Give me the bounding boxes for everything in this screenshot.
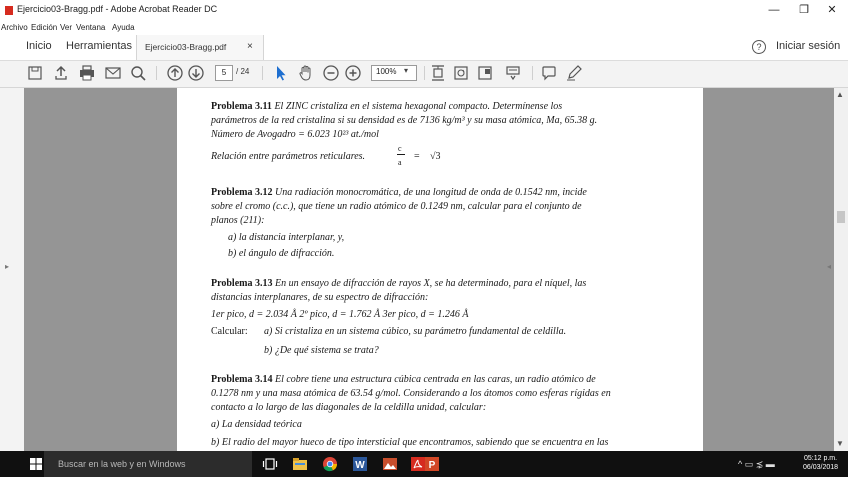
problem-3-12-line-3 — [211, 215, 264, 226]
help-icon[interactable]: ? — [752, 40, 766, 54]
menu-ventana[interactable]: Ventana — [76, 23, 106, 32]
clock-time[interactable]: 05:12 p.m. — [804, 455, 838, 462]
left-panel — [0, 88, 25, 451]
relation-label: Relación entre parámetros reticulares. — [211, 151, 366, 162]
pen-icon[interactable] — [565, 64, 583, 82]
photos-icon[interactable] — [382, 456, 398, 472]
word-icon[interactable] — [352, 456, 368, 472]
problem-3-11-relation — [211, 151, 365, 162]
svg-text:P: P — [428, 460, 436, 471]
chrome-icon[interactable] — [322, 456, 338, 472]
problem-3-12-line-2 — [211, 201, 582, 212]
page-number-input[interactable]: 5 — [215, 65, 233, 81]
vertical-scrollbar[interactable] — [834, 88, 848, 451]
expand-right-panel-icon[interactable]: ◂ — [827, 262, 832, 271]
signin-link[interactable]: Iniciar sesión — [776, 40, 841, 52]
window-title: Ejercicio03-Bragg.pdf - Adobe Acrobat Reader DC — [17, 4, 218, 14]
equals-sign: = — [414, 151, 420, 162]
rotate-icon[interactable] — [452, 64, 470, 82]
close-button[interactable]: ✕ — [827, 4, 837, 16]
clock-date[interactable]: 06/03/2018 — [803, 464, 839, 471]
search-icon[interactable] — [129, 64, 147, 82]
next-page-icon[interactable] — [187, 64, 205, 82]
file-explorer-icon[interactable] — [292, 456, 308, 472]
problem-3-14-part-b — [211, 437, 608, 448]
task-view-icon[interactable] — [262, 456, 278, 472]
menu-archivo[interactable]: Archivo — [1, 23, 28, 32]
problem-3-13-peaks — [211, 309, 468, 320]
toolbar-divider — [424, 66, 425, 80]
problem-3-13-peaks-text: 1er pico, d = 2.034 Å 2º pico, d = 1.762 Å 3er pico, d = 1.246 Å — [211, 309, 469, 320]
fraction-denominator: a — [398, 158, 402, 167]
prev-page-icon[interactable] — [166, 64, 184, 82]
page-total: / 24 — [236, 67, 250, 76]
problem-3-11-text-3: Número de Avogadro = 6.023 10²³ at./mol — [211, 129, 379, 140]
problem-3-14-part-b-text: b) El radio del mayor hueco de tipo intersticial que encontramos, sabiendo que se encuentra en las — [211, 437, 609, 448]
read-mode-icon[interactable] — [504, 64, 522, 82]
toolbar-divider — [156, 66, 157, 80]
problem-3-13-text: En un ensayo de difracción de rayos X, se ha determinado, para el níquel, las — [272, 278, 587, 289]
problem-3-12-heading: Problema 3.12 — [211, 187, 273, 198]
problem-3-14-part-a — [211, 419, 302, 430]
problem-3-14-text-2: 0.1278 nm y una masa atómica de 63.54 g/mol. Considerando a los átomos como esferas rígidas en — [211, 388, 611, 399]
problem-3-13-text-2: distancias interplanares, de su espectro de difracción: — [211, 292, 429, 303]
fit-page-icon[interactable] — [429, 64, 447, 82]
problem-3-12-part-a — [228, 232, 344, 243]
expand-left-panel-icon[interactable]: ▸ — [5, 262, 10, 271]
tab-close-icon[interactable]: × — [247, 41, 253, 52]
problem-3-12-line-1 — [211, 187, 587, 198]
scroll-down-icon[interactable]: ▼ — [836, 439, 844, 448]
problem-3-13-part-b-text: b) ¿De qué sistema se trata? — [264, 345, 379, 356]
comment-icon[interactable] — [540, 64, 558, 82]
toolbar-divider — [532, 66, 533, 80]
tab-home[interactable]: Inicio — [26, 40, 52, 52]
sqrt-three: √3 — [430, 151, 441, 162]
problem-3-14-line-3 — [211, 402, 486, 413]
problem-3-14-part-a-text: a) La densidad teórica — [211, 419, 302, 430]
problem-3-11-line-1 — [211, 101, 562, 112]
svg-text:W: W — [355, 460, 365, 471]
problem-3-12-part-a-text: a) la distancia interplanar, y, — [228, 232, 345, 243]
windows-start-icon[interactable] — [30, 458, 42, 470]
fraction-bar — [397, 154, 405, 155]
save-icon[interactable] — [26, 64, 44, 82]
problem-3-13-line-1 — [211, 278, 586, 289]
problem-3-12-text-2: sobre el cromo (c.c.), que tiene un radio atómico de 0.1249 nm, calcular para el conjunto de — [211, 201, 582, 212]
hand-icon[interactable] — [297, 64, 315, 82]
problem-3-13-part-b — [264, 345, 379, 356]
problem-3-13-heading: Problema 3.13 — [211, 278, 273, 289]
problem-3-12-part-b — [228, 248, 334, 259]
chevron-down-icon: ▾ — [404, 66, 409, 75]
problem-3-14-text-3: contacto a lo largo de las diagonales de la celdilla unidad, calcular: — [211, 402, 487, 413]
scroll-up-icon[interactable]: ▲ — [836, 90, 844, 99]
zoom-in-icon[interactable] — [344, 64, 362, 82]
problem-3-11-line-2 — [211, 115, 597, 126]
toolbar-divider — [262, 66, 263, 80]
problem-3-14-text: El cobre tiene una estructura cúbica centrada en las caras, un radio atómico de — [272, 374, 596, 385]
zoom-out-icon[interactable] — [322, 64, 340, 82]
fraction-numerator: c — [398, 144, 402, 153]
problem-3-11-text-2: parámetros de la red cristalina si su densidad es de 7136 kg/m³ y su masa atómica, Ma, 65.38 g. — [211, 115, 598, 126]
tab-document-label: Ejercicio03-Bragg.pdf — [145, 42, 227, 52]
menu-ayuda[interactable]: Ayuda — [112, 23, 135, 32]
full-screen-icon[interactable] — [476, 64, 494, 82]
problem-3-11-line-3 — [211, 129, 379, 140]
system-tray[interactable]: ^ ▭ ⋨ ▬ — [738, 459, 775, 469]
powerpoint-icon[interactable] — [424, 456, 440, 472]
maximize-button[interactable]: ❐ — [799, 4, 809, 16]
minimize-button[interactable]: — — [768, 4, 780, 16]
problem-3-11-heading: Problema 3.11 — [211, 101, 272, 112]
problem-3-11-text: El ZINC cristaliza en el sistema hexagonal compacto. Determínense los — [271, 101, 563, 112]
acrobat-app-icon — [5, 6, 13, 15]
menu-edicion[interactable]: Edición — [31, 23, 58, 32]
problem-3-12-part-b-text: b) el ángulo de difracción. — [228, 248, 335, 259]
zoom-value: 100% — [376, 67, 397, 76]
tab-tools[interactable]: Herramientas — [66, 40, 133, 52]
print-icon[interactable] — [78, 64, 96, 82]
problem-3-12-text: Una radiación monocromática, de una longitud de onda de 0.1542 nm, incide — [272, 187, 587, 198]
select-pointer-icon[interactable] — [272, 64, 290, 82]
problem-3-14-heading: Problema 3.14 — [211, 374, 273, 385]
problem-3-13-part-a — [264, 326, 566, 337]
problem-3-13-line-2 — [211, 292, 428, 303]
problem-3-13-calc-label: Calcular: — [211, 326, 248, 337]
email-icon[interactable] — [104, 64, 122, 82]
problem-3-14-line-1 — [211, 374, 596, 385]
upload-icon[interactable] — [52, 64, 70, 82]
taskbar-search-placeholder: Buscar en la web y en Windows — [58, 459, 186, 469]
problem-3-14-line-2 — [211, 388, 611, 399]
menu-ver[interactable]: Ver — [60, 23, 73, 32]
scrollbar-thumb[interactable] — [837, 211, 845, 223]
problem-3-13-part-a-text: a) Si cristaliza en un sistema cúbico, su parámetro fundamental de celdilla. — [264, 326, 567, 337]
problem-3-12-text-3: planos (211): — [211, 215, 265, 226]
